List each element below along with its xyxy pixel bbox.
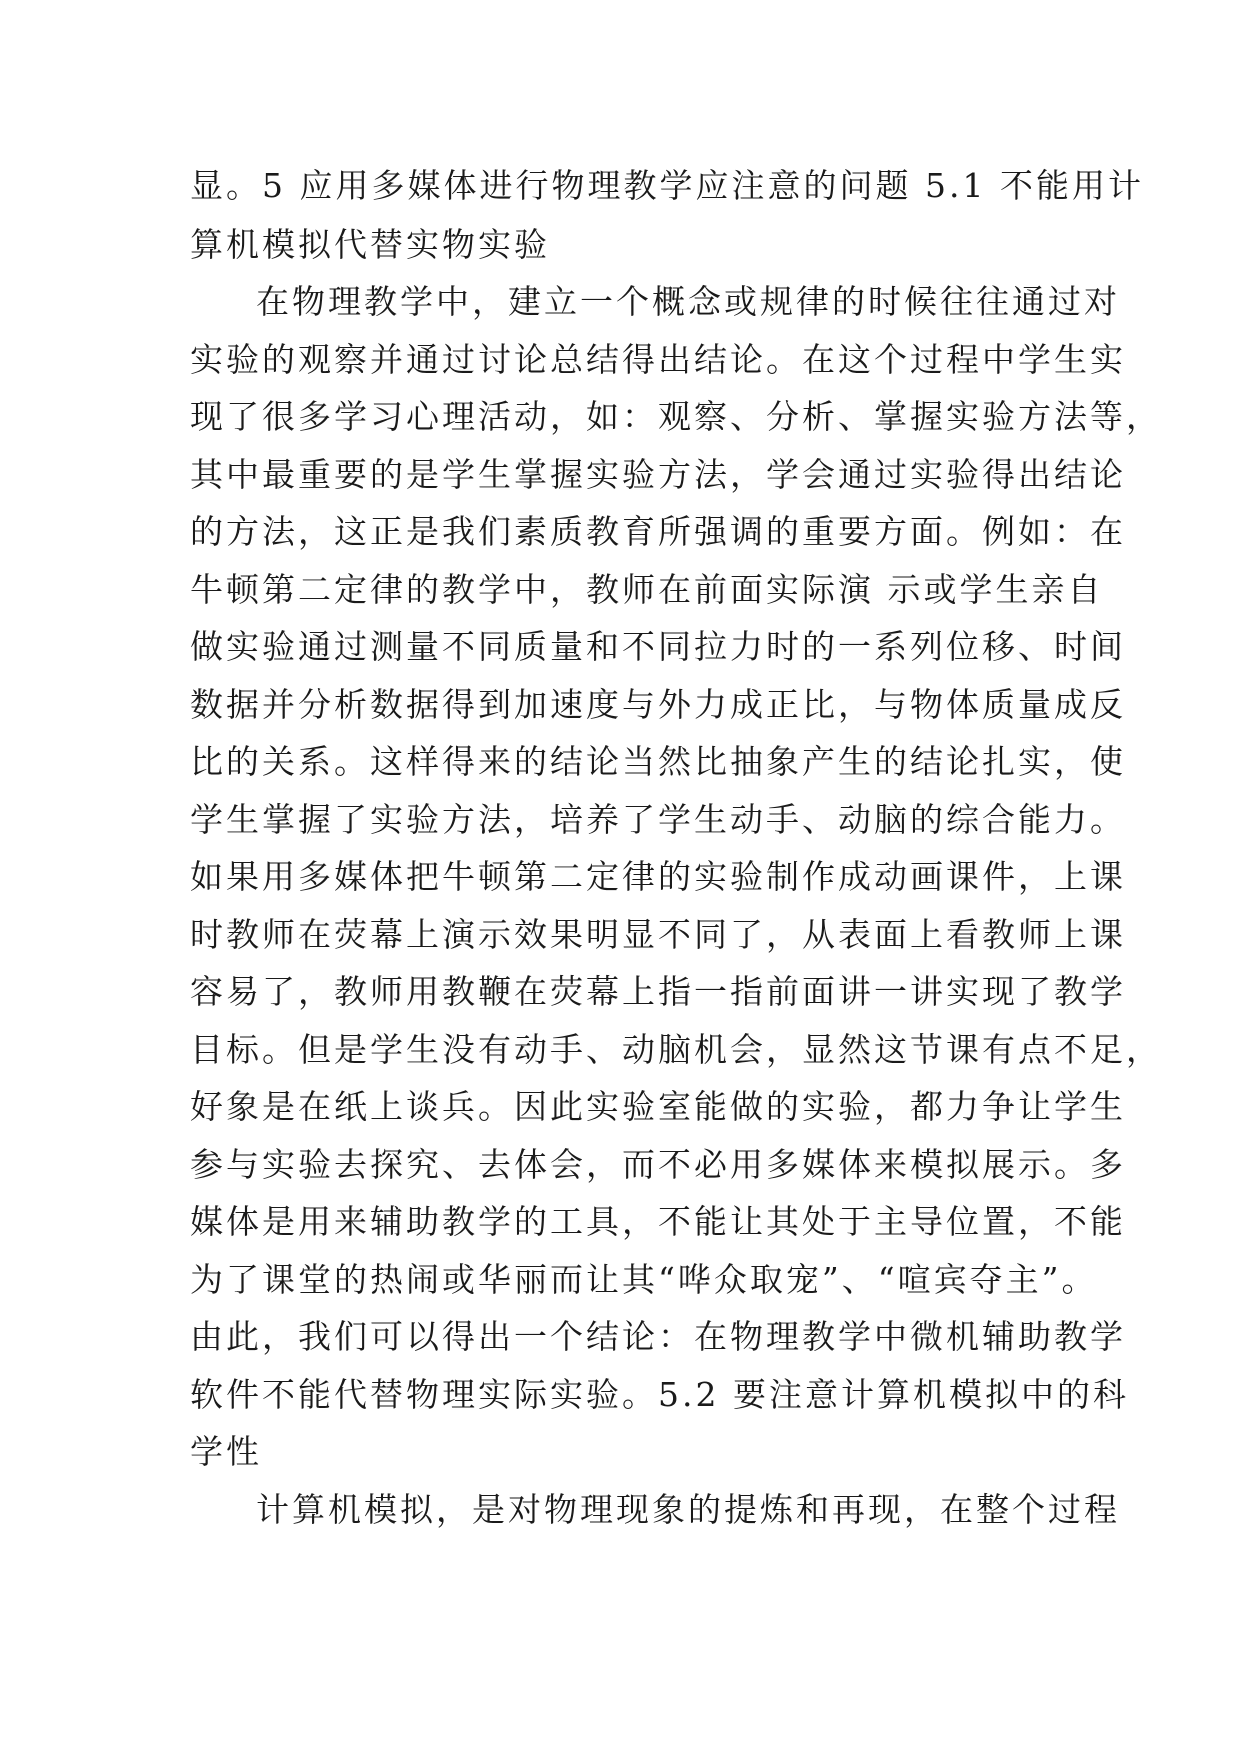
text-line-3: 在物理教学中，建立一个概念或规律的时候往往通过对: [256, 282, 1120, 321]
text-line-19: 媒体是用来辅助教学的工具，不能让其处于主导位置，不能: [190, 1202, 1126, 1241]
text-line-16: 目标。但是学生没有动手、动脑机会，显然这节课有点不足，: [190, 1030, 1162, 1069]
text-line-12: 学生掌握了实验方法，培养了学生动手、动脑的综合能力。: [190, 800, 1126, 839]
text-line-24: 计算机模拟，是对物理现象的提炼和再现，在整个过程: [256, 1490, 1120, 1529]
text-line-15: 容易了，教师用教鞭在荧幕上指一指前面讲一讲实现了教学: [190, 972, 1126, 1011]
text-line-13: 如果用多媒体把牛顿第二定律的实验制作成动画课件，上课: [190, 857, 1126, 896]
text-line-6: 其中最重要的是学生掌握实验方法，学会通过实验得出结论: [190, 455, 1126, 494]
text-line-14: 时教师在荧幕上演示效果明显不同了，从表面上看教师上课: [190, 915, 1126, 954]
text-line-5: 现了很多学习心理活动，如：观察、分析、掌握实验方法等，: [190, 397, 1162, 436]
text-line-17: 好象是在纸上谈兵。因此实验室能做的实验，都力争让学生: [190, 1087, 1126, 1126]
text-line-1: 显。5 应用多媒体进行物理教学应注意的问题 5.1 不能用计: [190, 166, 1144, 205]
text-line-23: 学性: [190, 1432, 262, 1471]
text-line-2: 算机模拟代替实物实验: [190, 225, 550, 264]
text-line-11: 比的关系。这样得来的结论当然比抽象产生的结论扎实，使: [190, 742, 1126, 781]
text-line-7: 的方法，这正是我们素质教育所强调的重要方面。例如：在: [190, 512, 1126, 551]
text-line-20: 为了课堂的热闹或华丽而让其“哗众取宠”、“喧宾夺主”。: [190, 1260, 1098, 1299]
text-line-9: 做实验通过测量不同质量和不同拉力时的一系列位移、时间: [190, 627, 1126, 666]
text-line-21: 由此，我们可以得出一个结论：在物理教学中微机辅助教学: [190, 1317, 1126, 1356]
text-line-18: 参与实验去探究、去体会，而不必用多媒体来模拟展示。多: [190, 1145, 1126, 1184]
text-line-4: 实验的观察并通过讨论总结得出结论。在这个过程中学生实: [190, 340, 1126, 379]
text-line-10: 数据并分析数据得到加速度与外力成正比，与物体质量成反: [190, 685, 1126, 724]
text-line-8: 牛顿第二定律的教学中，教师在前面实际演 示或学生亲自: [190, 570, 1104, 609]
text-line-22: 软件不能代替物理实际实验。5.2 要注意计算机模拟中的科: [190, 1375, 1129, 1414]
